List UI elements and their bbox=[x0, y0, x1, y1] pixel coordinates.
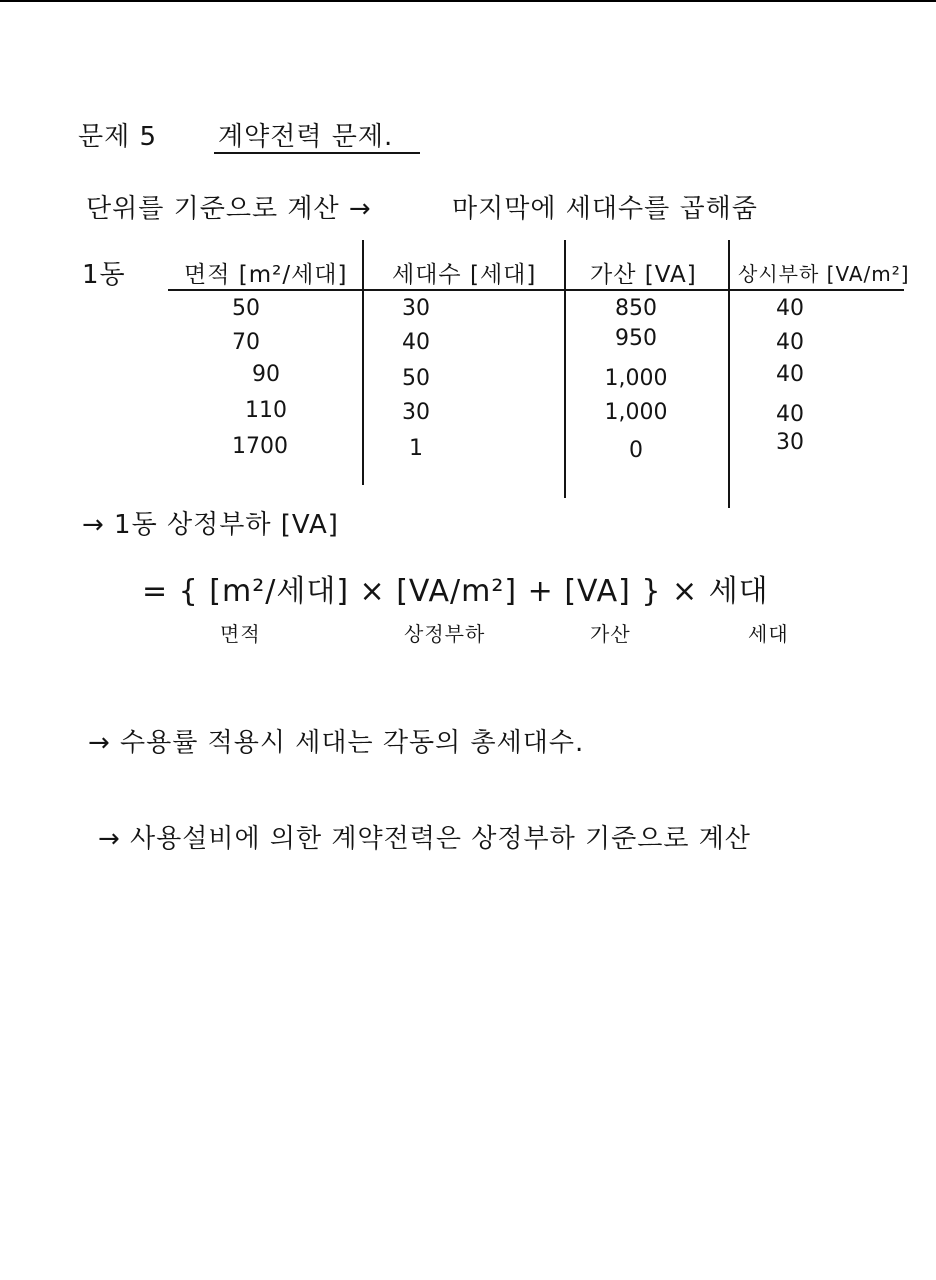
table-cell: 950 bbox=[615, 326, 657, 351]
table-cell: 40 bbox=[776, 330, 804, 355]
problem-title: 계약전력 문제. bbox=[218, 122, 394, 152]
table-cell: 850 bbox=[615, 296, 657, 321]
table-cell: 40 bbox=[776, 296, 804, 321]
formula-heading: → 1동 상정부하 [VA] bbox=[82, 510, 339, 540]
note-unit-basis: 단위를 기준으로 계산 → bbox=[86, 194, 372, 224]
table-cell: 30 bbox=[402, 296, 430, 321]
table-cell: 30 bbox=[402, 400, 430, 425]
building-label: 1동 bbox=[82, 260, 126, 290]
problem-number: 문제 5 bbox=[78, 122, 158, 152]
table-header-area: 면적 [m²/세대] bbox=[184, 262, 348, 288]
table-cell: 1 bbox=[409, 436, 423, 461]
table-cell: 70 bbox=[232, 330, 260, 355]
table-cell: 110 bbox=[245, 398, 287, 423]
table-cell: 1,000 bbox=[604, 366, 668, 391]
table-cell: 40 bbox=[402, 330, 430, 355]
table-cell: 0 bbox=[629, 438, 643, 463]
formula-label-load: 상정부하 bbox=[404, 622, 486, 646]
formula-label-area: 면적 bbox=[220, 622, 261, 646]
title-underline bbox=[214, 152, 420, 154]
table-cell: 30 bbox=[776, 430, 804, 455]
table-header-households: 세대수 [세대] bbox=[392, 262, 537, 288]
table-cell: 40 bbox=[776, 362, 804, 387]
top-border bbox=[0, 0, 936, 2]
table-cell: 40 bbox=[776, 402, 804, 427]
table-cell: 1,000 bbox=[604, 400, 668, 425]
note-multiply-households: 마지막에 세대수를 곱해줌 bbox=[452, 194, 758, 224]
formula-label-additional: 가산 bbox=[590, 622, 631, 646]
note-demand-factor: → 수용률 적용시 세대는 각동의 총세대수. bbox=[88, 728, 585, 758]
table-cell: 90 bbox=[252, 362, 280, 387]
table-cell: 1700 bbox=[232, 434, 288, 459]
table-cell: 50 bbox=[402, 366, 430, 391]
table-cell: 50 bbox=[232, 296, 260, 321]
table-header-standing-load: 상시부하 [VA/m²] bbox=[738, 262, 910, 286]
note-contract-power: → 사용설비에 의한 계약전력은 상정부하 기준으로 계산 bbox=[98, 824, 751, 854]
formula-label-households: 세대 bbox=[748, 622, 789, 646]
table-header-rule bbox=[168, 289, 904, 291]
table-header-additional: 가산 [VA] bbox=[590, 262, 697, 288]
table-divider-2 bbox=[564, 240, 566, 498]
formula-expression: = { [m²/세대] × [VA/m²] + [VA] } × 세대 bbox=[142, 574, 769, 609]
